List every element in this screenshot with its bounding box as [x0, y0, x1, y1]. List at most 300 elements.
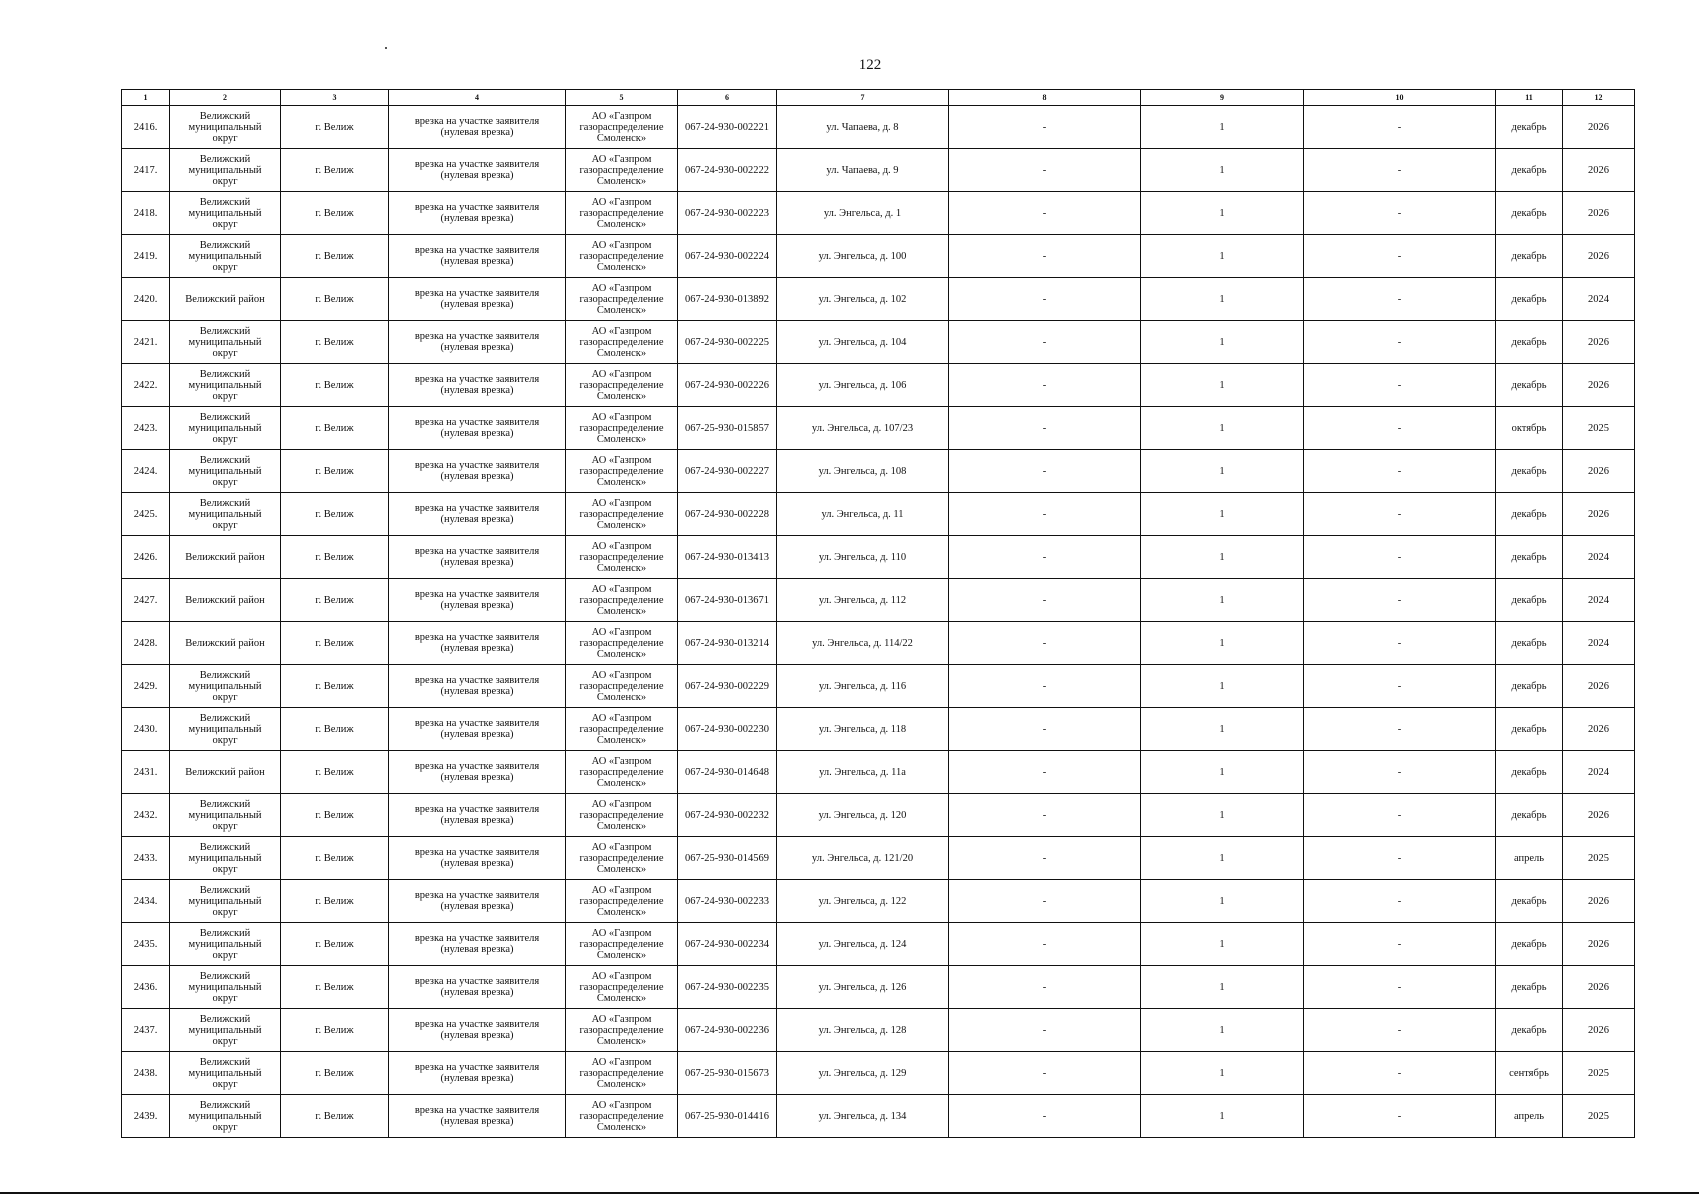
work-type-cell-line: (нулевая врезка) — [440, 557, 514, 568]
city-cell: г. Велиж — [281, 450, 389, 493]
organization-cell-line: Смоленск» — [596, 261, 647, 273]
column-9-cell: 1 — [1141, 407, 1304, 450]
column-9-cell: 1 — [1141, 622, 1304, 665]
district-cell — [170, 321, 281, 364]
column-8-cell: - — [949, 622, 1141, 665]
column-10-cell: - — [1304, 149, 1496, 192]
work-type-cell — [389, 407, 566, 450]
year-cell: 2026 — [1563, 106, 1635, 149]
district-cell — [170, 278, 281, 321]
address-cell: ул. Чапаева, д. 8 — [777, 106, 949, 149]
organization-cell — [566, 708, 678, 751]
organization-cell-line: газораспределение — [579, 680, 664, 692]
month-cell: декабрь — [1496, 579, 1563, 622]
district-cell — [170, 837, 281, 880]
column-header: 8 — [949, 90, 1141, 106]
organization-cell — [566, 794, 678, 837]
page-number: 122 — [858, 57, 882, 73]
work-type-cell — [389, 579, 566, 622]
year-cell: 2024 — [1563, 751, 1635, 794]
object-code-cell: 067-24-930-002234 — [678, 923, 777, 966]
column-8-cell: - — [949, 450, 1141, 493]
district-cell-line: муниципальный — [188, 1110, 262, 1122]
table-row — [122, 1095, 1635, 1138]
month-cell: декабрь — [1496, 1009, 1563, 1052]
district-cell-line: Велижский район — [185, 594, 265, 606]
address-cell: ул. Энгельса, д. 11а — [777, 751, 949, 794]
column-9-cell: 1 — [1141, 923, 1304, 966]
column-10-cell: - — [1304, 493, 1496, 536]
work-type-cell-line: врезка на участке заявителя — [414, 933, 540, 944]
district-cell-line: муниципальный — [188, 336, 262, 348]
year-cell: 2026 — [1563, 493, 1635, 536]
city-cell: г. Велиж — [281, 106, 389, 149]
table-row — [122, 192, 1635, 235]
column-10-cell: - — [1304, 837, 1496, 880]
column-10-cell: - — [1304, 106, 1496, 149]
row-number: 2418. — [122, 192, 170, 235]
month-cell: декабрь — [1496, 536, 1563, 579]
object-code-cell: 067-24-930-002227 — [678, 450, 777, 493]
organization-cell-line: Смоленск» — [596, 691, 647, 703]
district-cell-line: округ — [212, 433, 238, 445]
table-row — [122, 794, 1635, 837]
organization-cell — [566, 364, 678, 407]
district-cell-line: Велижский — [199, 669, 251, 681]
column-8-cell: - — [949, 579, 1141, 622]
table-row — [122, 364, 1635, 407]
district-cell-line: округ — [212, 175, 238, 187]
district-cell — [170, 149, 281, 192]
object-code-cell: 067-24-930-002224 — [678, 235, 777, 278]
column-8-cell: - — [949, 1095, 1141, 1138]
work-type-cell-line: (нулевая врезка) — [440, 170, 514, 181]
table-row — [122, 751, 1635, 794]
address-cell: ул. Энгельса, д. 124 — [777, 923, 949, 966]
work-type-cell-line: врезка на участке заявителя — [414, 460, 540, 471]
table-row — [122, 923, 1635, 966]
table-row — [122, 450, 1635, 493]
organization-cell-line: Смоленск» — [596, 648, 647, 660]
organization-cell — [566, 1052, 678, 1095]
object-code-cell: 067-24-930-002233 — [678, 880, 777, 923]
organization-cell — [566, 450, 678, 493]
column-9-cell: 1 — [1141, 1052, 1304, 1095]
organization-cell-line: Смоленск» — [596, 863, 647, 875]
work-type-cell-line: (нулевая врезка) — [440, 299, 514, 310]
organization-cell — [566, 536, 678, 579]
district-cell — [170, 880, 281, 923]
district-cell-line: муниципальный — [188, 680, 262, 692]
work-type-cell-line: врезка на участке заявителя — [414, 1105, 540, 1116]
city-cell: г. Велиж — [281, 1009, 389, 1052]
organization-cell-line: Смоленск» — [596, 734, 647, 746]
row-number: 2437. — [122, 1009, 170, 1052]
column-8-cell: - — [949, 149, 1141, 192]
table-row — [122, 1052, 1635, 1095]
city-cell: г. Велиж — [281, 708, 389, 751]
organization-cell-line: АО «Газпром — [591, 1056, 652, 1068]
column-10-cell: - — [1304, 1095, 1496, 1138]
organization-cell-line: АО «Газпром — [591, 368, 652, 380]
organization-cell-line: Смоленск» — [596, 347, 647, 359]
address-cell: ул. Энгельса, д. 114/22 — [777, 622, 949, 665]
organization-cell-line: газораспределение — [579, 465, 664, 477]
address-cell: ул. Энгельса, д. 118 — [777, 708, 949, 751]
district-cell — [170, 923, 281, 966]
work-type-cell — [389, 966, 566, 1009]
work-type-cell-line: врезка на участке заявителя — [414, 890, 540, 901]
district-cell-line: Велижский — [199, 884, 251, 896]
month-cell: декабрь — [1496, 923, 1563, 966]
column-10-cell: - — [1304, 579, 1496, 622]
work-type-cell — [389, 708, 566, 751]
district-cell — [170, 579, 281, 622]
column-header: 2 — [170, 90, 281, 106]
address-cell: ул. Энгельса, д. 116 — [777, 665, 949, 708]
organization-cell-line: АО «Газпром — [591, 755, 652, 767]
object-code-cell: 067-24-930-013892 — [678, 278, 777, 321]
column-8-cell: - — [949, 536, 1141, 579]
work-type-cell-line: врезка на участке заявителя — [414, 417, 540, 428]
work-type-cell-line: врезка на участке заявителя — [414, 202, 540, 213]
district-cell-line: округ — [212, 347, 238, 359]
district-cell-line: муниципальный — [188, 1024, 262, 1036]
year-cell: 2026 — [1563, 450, 1635, 493]
city-cell: г. Велиж — [281, 751, 389, 794]
district-cell — [170, 407, 281, 450]
year-cell: 2025 — [1563, 1052, 1635, 1095]
row-number: 2419. — [122, 235, 170, 278]
district-cell — [170, 536, 281, 579]
object-code-cell: 067-25-930-014416 — [678, 1095, 777, 1138]
column-8-cell: - — [949, 1009, 1141, 1052]
work-type-cell — [389, 450, 566, 493]
year-cell: 2024 — [1563, 536, 1635, 579]
month-cell: декабрь — [1496, 622, 1563, 665]
column-8-cell: - — [949, 278, 1141, 321]
district-cell — [170, 493, 281, 536]
work-type-cell — [389, 837, 566, 880]
table-row — [122, 407, 1635, 450]
organization-cell-line: Смоленск» — [596, 1078, 647, 1090]
district-cell-line: муниципальный — [188, 1067, 262, 1079]
column-8-cell: - — [949, 1052, 1141, 1095]
work-type-cell-line: врезка на участке заявителя — [414, 288, 540, 299]
work-type-cell — [389, 321, 566, 364]
organization-cell-line: АО «Газпром — [591, 153, 652, 165]
work-type-cell — [389, 106, 566, 149]
year-cell: 2026 — [1563, 1009, 1635, 1052]
organization-cell-line: АО «Газпром — [591, 841, 652, 853]
district-cell-line: округ — [212, 992, 238, 1004]
month-cell: декабрь — [1496, 321, 1563, 364]
address-cell: ул. Энгельса, д. 110 — [777, 536, 949, 579]
object-code-cell: 067-24-930-002228 — [678, 493, 777, 536]
column-10-cell: - — [1304, 536, 1496, 579]
district-cell — [170, 1095, 281, 1138]
organization-cell-line: АО «Газпром — [591, 884, 652, 896]
district-cell — [170, 1009, 281, 1052]
district-cell-line: муниципальный — [188, 508, 262, 520]
month-cell: декабрь — [1496, 665, 1563, 708]
table-row — [122, 708, 1635, 751]
district-cell-line: муниципальный — [188, 938, 262, 950]
district-cell — [170, 794, 281, 837]
object-code-cell: 067-24-930-002232 — [678, 794, 777, 837]
district-cell — [170, 106, 281, 149]
work-type-cell — [389, 364, 566, 407]
work-type-cell — [389, 794, 566, 837]
city-cell: г. Велиж — [281, 966, 389, 1009]
object-code-cell: 067-24-930-014648 — [678, 751, 777, 794]
year-cell: 2024 — [1563, 278, 1635, 321]
district-cell-line: округ — [212, 1035, 238, 1047]
organization-cell-line: Смоленск» — [596, 218, 647, 230]
organization-cell-line: АО «Газпром — [591, 669, 652, 681]
column-9-cell: 1 — [1141, 192, 1304, 235]
organization-cell-line: газораспределение — [579, 508, 664, 520]
column-header: 11 — [1496, 90, 1563, 106]
table-row — [122, 493, 1635, 536]
district-cell — [170, 751, 281, 794]
address-cell: ул. Энгельса, д. 100 — [777, 235, 949, 278]
district-cell — [170, 708, 281, 751]
district-cell-line: муниципальный — [188, 250, 262, 262]
city-cell: г. Велиж — [281, 837, 389, 880]
organization-cell — [566, 966, 678, 1009]
organization-cell — [566, 751, 678, 794]
table-row — [122, 1009, 1635, 1052]
year-cell: 2025 — [1563, 837, 1635, 880]
column-9-cell: 1 — [1141, 149, 1304, 192]
district-cell-line: муниципальный — [188, 121, 262, 133]
organization-cell-line: Смоленск» — [596, 906, 647, 918]
work-type-cell — [389, 192, 566, 235]
city-cell: г. Велиж — [281, 149, 389, 192]
column-8-cell: - — [949, 880, 1141, 923]
month-cell: апрель — [1496, 1095, 1563, 1138]
address-cell: ул. Энгельса, д. 122 — [777, 880, 949, 923]
object-code-cell: 067-24-930-002222 — [678, 149, 777, 192]
city-cell: г. Велиж — [281, 536, 389, 579]
year-cell: 2026 — [1563, 149, 1635, 192]
organization-cell-line: газораспределение — [579, 594, 664, 606]
row-number: 2438. — [122, 1052, 170, 1095]
column-8-cell: - — [949, 751, 1141, 794]
organization-cell-line: АО «Газпром — [591, 1099, 652, 1111]
registry-table — [121, 89, 1635, 1138]
organization-cell-line: газораспределение — [579, 379, 664, 391]
work-type-cell-line: врезка на участке заявителя — [414, 374, 540, 385]
work-type-cell-line: врезка на участке заявителя — [414, 976, 540, 987]
column-8-cell: - — [949, 407, 1141, 450]
column-10-cell: - — [1304, 1009, 1496, 1052]
column-10-cell: - — [1304, 450, 1496, 493]
column-9-cell: 1 — [1141, 837, 1304, 880]
organization-cell-line: АО «Газпром — [591, 1013, 652, 1025]
district-cell — [170, 622, 281, 665]
district-cell-line: Велижский — [199, 325, 251, 337]
row-number: 2431. — [122, 751, 170, 794]
city-cell: г. Велиж — [281, 1095, 389, 1138]
column-9-cell: 1 — [1141, 536, 1304, 579]
district-cell-line: Велижский район — [185, 293, 265, 305]
district-cell — [170, 364, 281, 407]
column-8-cell: - — [949, 923, 1141, 966]
organization-cell-line: газораспределение — [579, 207, 664, 219]
organization-cell — [566, 192, 678, 235]
organization-cell-line: АО «Газпром — [591, 583, 652, 595]
city-cell: г. Велиж — [281, 1052, 389, 1095]
organization-cell-line: газораспределение — [579, 809, 664, 821]
work-type-cell-line: (нулевая врезка) — [440, 772, 514, 783]
district-cell-line: муниципальный — [188, 164, 262, 176]
organization-cell-line: Смоленск» — [596, 562, 647, 574]
district-cell-line: округ — [212, 476, 238, 488]
district-cell-line: округ — [212, 1121, 238, 1133]
work-type-cell — [389, 278, 566, 321]
column-10-cell: - — [1304, 1052, 1496, 1095]
work-type-cell-line: (нулевая врезка) — [440, 342, 514, 353]
row-number: 2433. — [122, 837, 170, 880]
work-type-cell-line: (нулевая врезка) — [440, 514, 514, 525]
column-9-cell: 1 — [1141, 321, 1304, 364]
work-type-cell — [389, 1095, 566, 1138]
column-8-cell: - — [949, 235, 1141, 278]
column-10-cell: - — [1304, 278, 1496, 321]
organization-cell-line: Смоленск» — [596, 1035, 647, 1047]
address-cell: ул. Энгельса, д. 107/23 — [777, 407, 949, 450]
address-cell: ул. Энгельса, д. 126 — [777, 966, 949, 1009]
city-cell: г. Велиж — [281, 407, 389, 450]
district-cell — [170, 192, 281, 235]
column-10-cell: - — [1304, 364, 1496, 407]
object-code-cell: 067-24-930-002226 — [678, 364, 777, 407]
table-row — [122, 622, 1635, 665]
organization-cell-line: газораспределение — [579, 938, 664, 950]
district-cell-line: Велижский — [199, 927, 251, 939]
work-type-cell-line: (нулевая врезка) — [440, 815, 514, 826]
district-cell-line: округ — [212, 519, 238, 531]
month-cell: октябрь — [1496, 407, 1563, 450]
district-cell-line: муниципальный — [188, 981, 262, 993]
work-type-cell-line: врезка на участке заявителя — [414, 632, 540, 643]
column-9-cell: 1 — [1141, 1009, 1304, 1052]
row-number: 2428. — [122, 622, 170, 665]
address-cell: ул. Энгельса, д. 102 — [777, 278, 949, 321]
district-cell-line: округ — [212, 949, 238, 961]
column-10-cell: - — [1304, 622, 1496, 665]
district-cell-line: Велижский — [199, 196, 251, 208]
work-type-cell-line: врезка на участке заявителя — [414, 1019, 540, 1030]
column-header: 6 — [678, 90, 777, 106]
work-type-cell — [389, 149, 566, 192]
address-cell: ул. Энгельса, д. 112 — [777, 579, 949, 622]
work-type-cell-line: (нулевая врезка) — [440, 385, 514, 396]
work-type-cell-line: (нулевая врезка) — [440, 127, 514, 138]
object-code-cell: 067-24-930-013413 — [678, 536, 777, 579]
column-10-cell: - — [1304, 708, 1496, 751]
organization-cell — [566, 235, 678, 278]
organization-cell — [566, 880, 678, 923]
organization-cell-line: АО «Газпром — [591, 540, 652, 552]
year-cell: 2024 — [1563, 622, 1635, 665]
object-code-cell: 067-24-930-002223 — [678, 192, 777, 235]
district-cell-line: муниципальный — [188, 723, 262, 735]
work-type-cell — [389, 880, 566, 923]
organization-cell — [566, 278, 678, 321]
work-type-cell-line: врезка на участке заявителя — [414, 245, 540, 256]
address-cell: ул. Энгельса, д. 104 — [777, 321, 949, 364]
address-cell: ул. Энгельса, д. 106 — [777, 364, 949, 407]
work-type-cell-line: (нулевая врезка) — [440, 1073, 514, 1084]
row-number: 2429. — [122, 665, 170, 708]
column-8-cell: - — [949, 192, 1141, 235]
work-type-cell-line: (нулевая врезка) — [440, 1116, 514, 1127]
organization-cell-line: Смоленск» — [596, 992, 647, 1004]
row-number: 2417. — [122, 149, 170, 192]
column-header: 3 — [281, 90, 389, 106]
work-type-cell-line: (нулевая врезка) — [440, 256, 514, 267]
work-type-cell — [389, 536, 566, 579]
organization-cell-line: АО «Газпром — [591, 798, 652, 810]
year-cell: 2025 — [1563, 407, 1635, 450]
district-cell-line: Велижский район — [185, 766, 265, 778]
row-number: 2420. — [122, 278, 170, 321]
year-cell: 2026 — [1563, 880, 1635, 923]
column-header: 7 — [777, 90, 949, 106]
work-type-cell-line: (нулевая врезка) — [440, 901, 514, 912]
district-cell-line: округ — [212, 691, 238, 703]
table-row — [122, 880, 1635, 923]
organization-cell-line: Смоленск» — [596, 175, 647, 187]
column-9-cell: 1 — [1141, 751, 1304, 794]
work-type-cell-line: (нулевая врезка) — [440, 858, 514, 869]
column-9-cell: 1 — [1141, 708, 1304, 751]
organization-cell-line: АО «Газпром — [591, 110, 652, 122]
organization-cell-line: газораспределение — [579, 723, 664, 735]
work-type-cell-line: врезка на участке заявителя — [414, 589, 540, 600]
object-code-cell: 067-25-930-014569 — [678, 837, 777, 880]
column-9-cell: 1 — [1141, 235, 1304, 278]
year-cell: 2026 — [1563, 966, 1635, 1009]
district-cell-line: муниципальный — [188, 465, 262, 477]
object-code-cell: 067-24-930-002229 — [678, 665, 777, 708]
district-cell-line: муниципальный — [188, 895, 262, 907]
column-10-cell: - — [1304, 880, 1496, 923]
district-cell-line: Велижский — [199, 454, 251, 466]
organization-cell-line: АО «Газпром — [591, 454, 652, 466]
work-type-cell-line: (нулевая врезка) — [440, 987, 514, 998]
district-cell — [170, 450, 281, 493]
address-cell: ул. Чапаева, д. 9 — [777, 149, 949, 192]
organization-cell-line: газораспределение — [579, 766, 664, 778]
organization-cell-line: Смоленск» — [596, 949, 647, 961]
year-cell: 2026 — [1563, 235, 1635, 278]
work-type-cell-line: врезка на участке заявителя — [414, 761, 540, 772]
work-type-cell-line: (нулевая врезка) — [440, 944, 514, 955]
organization-cell-line: Смоленск» — [596, 1121, 647, 1133]
year-cell: 2026 — [1563, 794, 1635, 837]
organization-cell — [566, 1009, 678, 1052]
district-cell-line: Велижский — [199, 841, 251, 853]
city-cell: г. Велиж — [281, 665, 389, 708]
district-cell-line: округ — [212, 906, 238, 918]
work-type-cell-line: врезка на участке заявителя — [414, 804, 540, 815]
work-type-cell-line: врезка на участке заявителя — [414, 331, 540, 342]
work-type-cell — [389, 1009, 566, 1052]
